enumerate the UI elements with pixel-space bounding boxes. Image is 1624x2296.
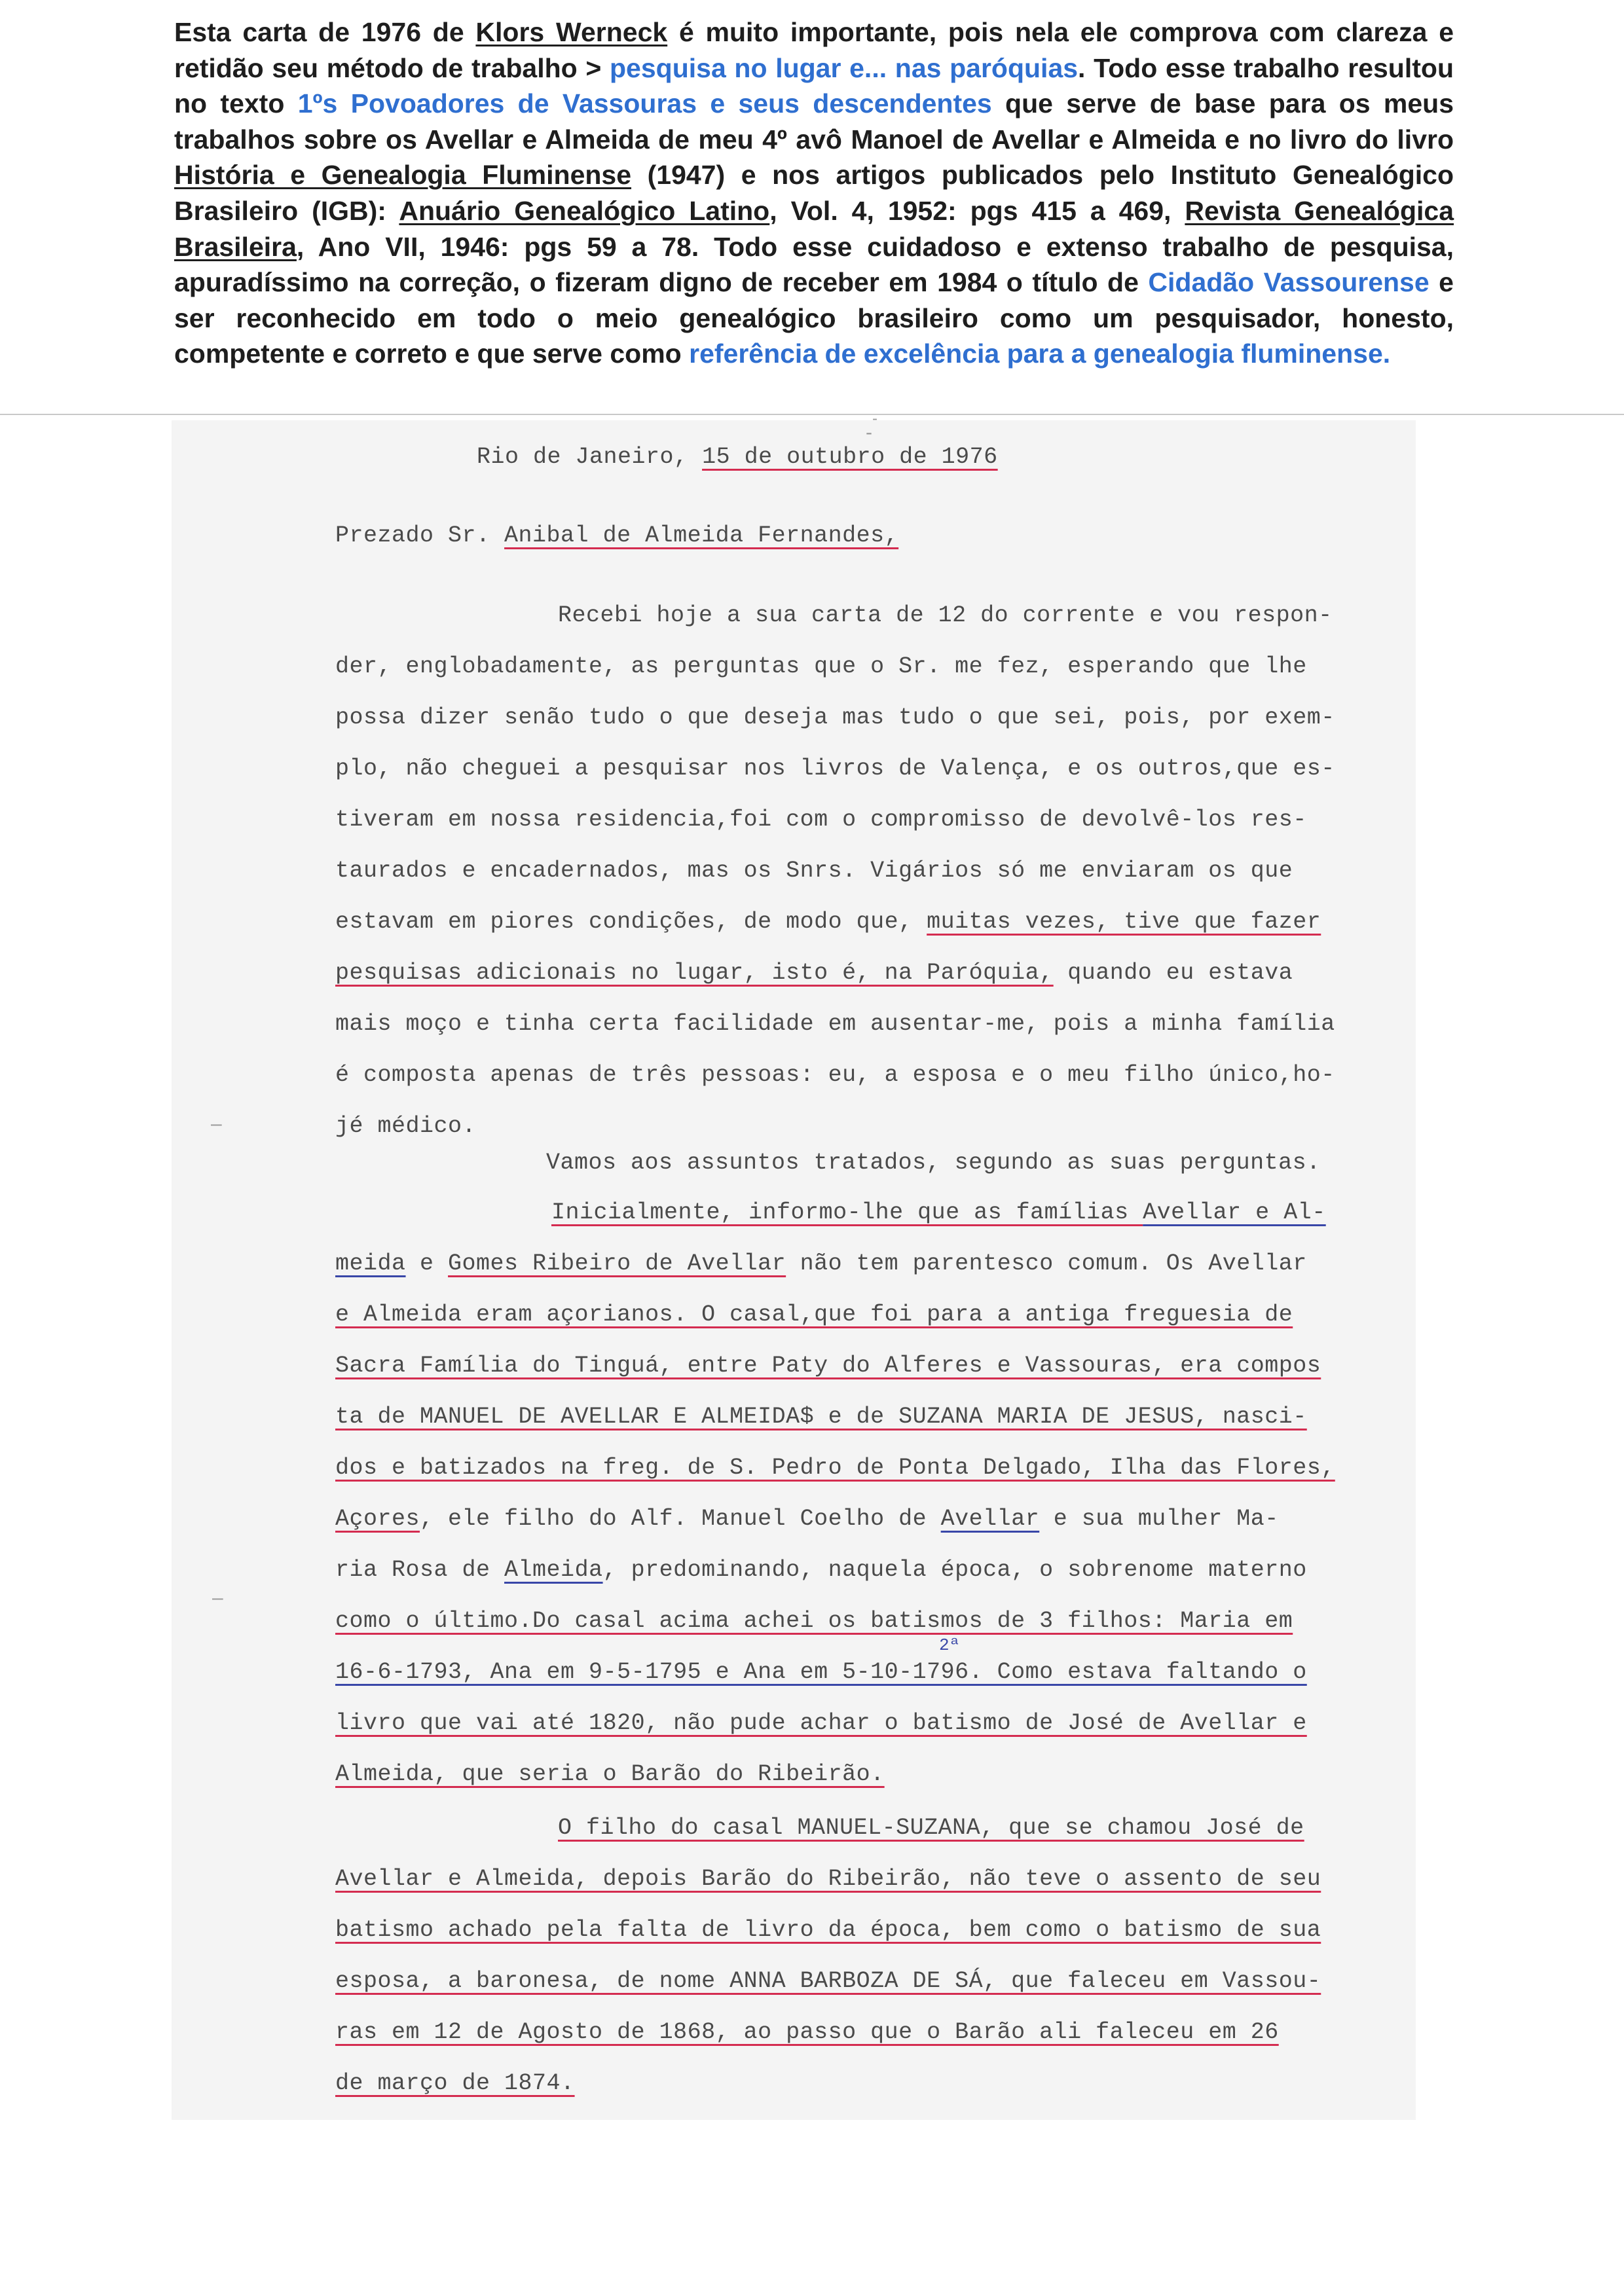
letter-date-line <box>477 444 998 470</box>
underlined-passage: Almeida, que seria o Barão do Ribeirão. <box>335 1761 885 1787</box>
letter-line: tiveram em nossa residencia,foi com o compromisso de devolvê-los res- <box>335 807 1307 833</box>
letter-line <box>335 1302 1293 1328</box>
line-part: , predominando, naquela época, o sobrenome materno <box>602 1557 1307 1583</box>
letter-line <box>335 1866 1321 1892</box>
underlined-passage: Avellar e Almeida, depois Barão do Ribeirão, não teve o assento de seu <box>335 1866 1321 1892</box>
underlined-passage: esposa, a baronesa, de nome ANNA BARBOZA DE SÁ, que faleceu em Vassou- <box>335 1968 1321 1994</box>
commentary-paragraph <box>174 14 1454 372</box>
underlined-passage: pesquisas adicionais no lugar, isto é, na Paróquia, <box>335 960 1054 986</box>
letter-line <box>335 1968 1321 1994</box>
letter-line <box>335 1404 1307 1430</box>
highlight-reference: referência de excelência para a genealogia fluminense. <box>689 338 1391 369</box>
letter-line <box>335 1917 1321 1943</box>
letter-date: 15 de outubro de 1976 <box>702 444 998 470</box>
family-name: meida <box>335 1250 406 1277</box>
underlined-passage: ras em 12 de Agosto de 1868, ao passo que o Barão ali faleceu em 26 <box>335 2019 1279 2045</box>
underlined-passage: O filho do casal MANUEL-SUZANA, que se chamou José de <box>558 1815 1304 1841</box>
commentary-text: é muito importante, pois nela ele comprova com clareza e retidão seu método de trabalho > <box>174 17 1454 83</box>
letter-line <box>335 1557 1307 1583</box>
family-name: Avellar <box>940 1506 1040 1532</box>
letter-place: Rio de Janeiro, <box>477 444 703 470</box>
commentary-text: , Vol. 4, 1952: pgs 415 a 469, <box>769 195 1185 226</box>
recipient-name: Anibal de Almeida Fernandes, <box>504 522 899 549</box>
line-part: ria Rosa de <box>335 1557 505 1583</box>
underlined-passage: muitas vezes, tive que fazer <box>927 909 1321 935</box>
yearbook-title: Anuário Genealógico Latino <box>399 195 770 226</box>
letter-line <box>558 1815 1304 1841</box>
underlined-passage: batismo achado pela falta de livro da época, bem como o batismo de sua <box>335 1917 1321 1943</box>
family-name: Avellar e Al- <box>1143 1199 1326 1226</box>
baptism-dates: 16-6-1793, Ana em 9-5-1795 e Ana em 5-10-1796. Como estava faltando o <box>335 1659 1307 1685</box>
underlined-passage: de março de 1874. <box>335 2070 575 2096</box>
typewritten-letter <box>172 410 1416 2120</box>
underlined-passage: como o último.Do casal acima achei os batismos de 3 filhos: Maria em <box>335 1608 1293 1634</box>
letter-line <box>335 1761 885 1787</box>
scan-mark: - <box>866 422 872 443</box>
underlined-passage: ta de MANUEL DE AVELLAR E ALMEIDA$ e de SUZANA MARIA DE JESUS, nasci- <box>335 1404 1307 1430</box>
letter-line: taurados e encadernados, mas os Snrs. Vigários só me enviaram os que <box>335 858 1293 884</box>
letter-line <box>335 2019 1279 2045</box>
salutation-prefix: Prezado Sr. <box>335 522 505 549</box>
highlight-method: pesquisa no lugar e... nas paróquias <box>610 52 1079 83</box>
commentary-text: (1947) e nos artigos publicados pelo Instituto Genealógico Brasileiro (IGB): <box>174 160 1454 226</box>
commentary-text: , Ano VII, 1946: pgs 59 a 78. Todo esse cuidadoso e extenso trabalho de pesquisa, apuradíssimo na correção, o fizeram digno de receber em 1984 o título de <box>174 231 1454 298</box>
underlined-passage: Inicialmente, informo-lhe que as famílias <box>551 1199 1143 1226</box>
letter-line <box>335 2070 575 2096</box>
letter-line <box>335 960 1293 986</box>
book-title: História e Genealogia Fluminense <box>174 160 632 191</box>
letter-line <box>335 1608 1293 1634</box>
letter-line <box>335 1506 1279 1532</box>
letter-line: Vamos aos assuntos tratados, segundo as suas perguntas. <box>546 1150 1321 1176</box>
author-name: Klors Werneck <box>475 17 668 47</box>
margin-mark: – <box>211 1113 222 1135</box>
line-part: não tem parentesco comum. Os Avellar <box>786 1250 1307 1277</box>
line-part: quando eu estava <box>1053 960 1293 986</box>
highlight-honor: Cidadão Vassourense <box>1148 267 1430 298</box>
letter-line: plo, não cheguei a pesquisar nos livros de Valença, e os outros,que es- <box>335 756 1335 782</box>
line-part: e sua mulher Ma- <box>1039 1506 1279 1532</box>
commentary-text: . Todo esse trabalho resultou no texto <box>174 52 1454 119</box>
handwritten-note: 2ª <box>939 1635 961 1655</box>
letter-line: Recebi hoje a sua carta de 12 do corrente e vou respon- <box>558 602 1333 629</box>
scan-mark: - <box>872 410 877 428</box>
letter-line: der, englobadamente, as perguntas que o Sr. me fez, esperando que lhe <box>335 653 1307 680</box>
letter-line: é composta apenas de três pessoas: eu, a esposa e o meu filho único,ho- <box>335 1062 1335 1088</box>
letter-line <box>335 1710 1307 1736</box>
line-part: e <box>405 1250 449 1277</box>
place-name: Açores <box>335 1506 420 1532</box>
family-name: Almeida <box>504 1557 603 1583</box>
letter-line <box>335 909 1321 935</box>
letter-line <box>551 1199 1326 1226</box>
letter-line: mais moço e tinha certa facilidade em ausentar-me, pois a minha família <box>335 1011 1335 1037</box>
family-name: Gomes Ribeiro de Avellar <box>448 1250 786 1277</box>
underlined-passage: dos e batizados na freg. de S. Pedro de Ponta Delgado, Ilha das Flores, <box>335 1455 1335 1481</box>
letter-line <box>335 1659 1307 1685</box>
commentary-text: que serve de base para os meus trabalhos sobre os Avellar e Almeida de meu 4º avô Manoel de Avellar e Almeida e no livro do livro <box>174 88 1454 155</box>
highlight-title: 1ºs Povoadores de Vassouras e seus descendentes <box>297 88 992 119</box>
letter-salutation <box>335 522 898 549</box>
commentary-text: e ser reconhecido em todo o meio genealógico brasileiro como um pesquisador, honesto, competente e correto e que serve como <box>174 267 1454 369</box>
letter-line <box>335 1455 1335 1481</box>
letter-line <box>335 1250 1307 1277</box>
underlined-passage: livro que vai até 1820, não pude achar o batismo de José de Avellar e <box>335 1710 1307 1736</box>
letter-line: possa dizer senão tudo o que deseja mas tudo o que sei, pois, por exem- <box>335 704 1335 731</box>
underlined-passage: Sacra Família do Tinguá, entre Paty do Alferes e Vassouras, era compos <box>335 1353 1321 1379</box>
line-part: , ele filho do Alf. Manuel Coelho de <box>420 1506 941 1532</box>
commentary-text: Esta carta de 1976 de <box>174 17 476 47</box>
letter-line <box>335 1353 1321 1379</box>
margin-mark: – <box>212 1587 223 1609</box>
journal-title: Revista Genealógica Brasileira <box>174 195 1454 262</box>
line-part: estavam em piores condições, de modo que, <box>335 909 927 935</box>
underlined-passage: e Almeida eram açorianos. O casal,que foi para a antiga freguesia de <box>335 1302 1293 1328</box>
letter-line: jé médico. <box>335 1113 477 1139</box>
page-divider <box>0 414 1624 415</box>
